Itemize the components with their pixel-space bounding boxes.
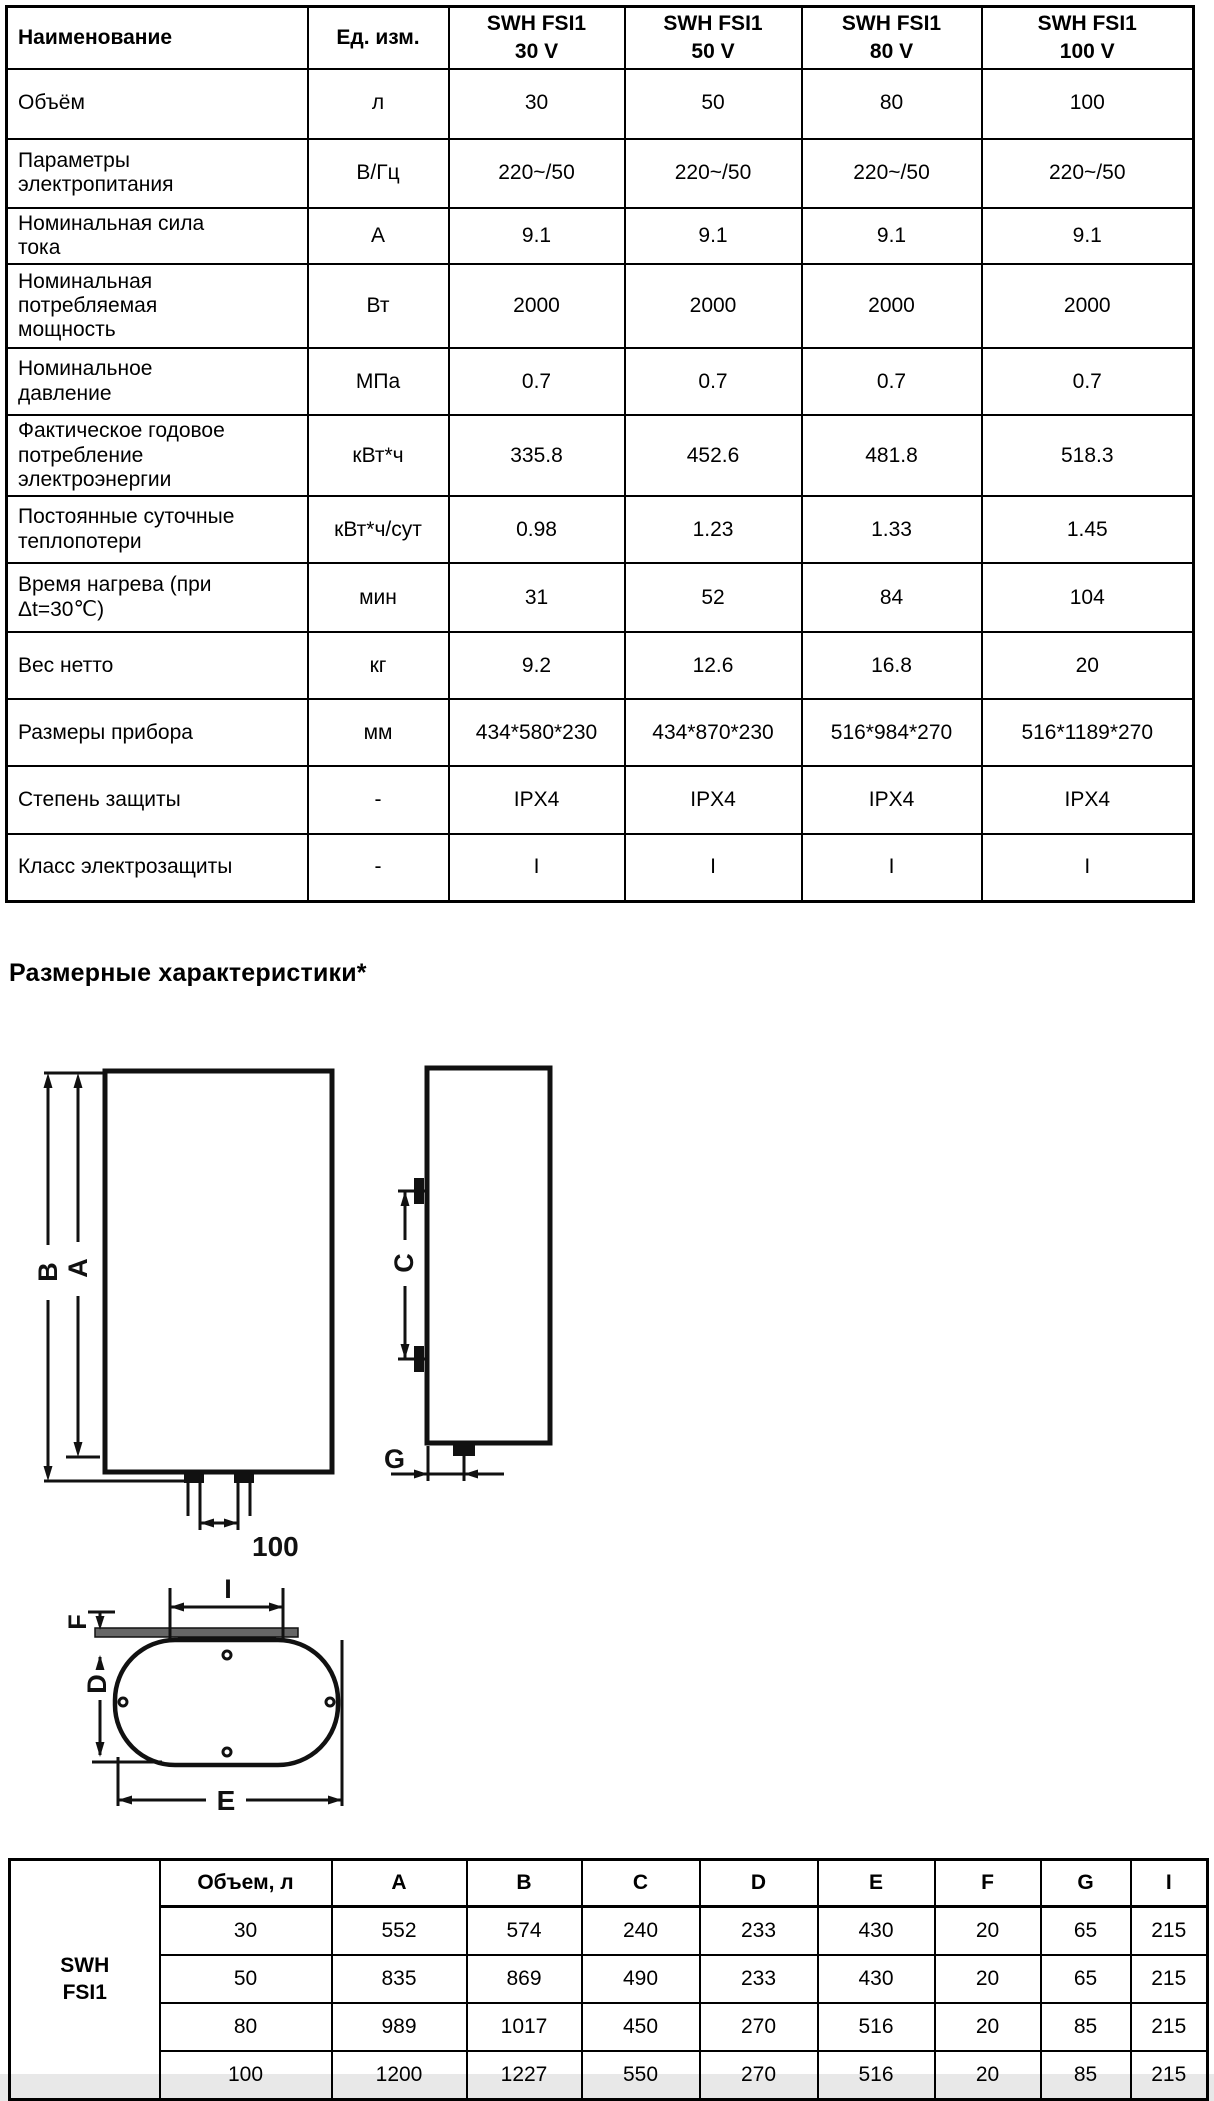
value-cell: 835: [332, 1955, 467, 2003]
group-label-line2: FSI1: [62, 1980, 107, 2004]
value-cell: 270: [700, 2003, 818, 2051]
value-cell: 0.98: [449, 496, 625, 563]
value-cell: 215: [1131, 1907, 1208, 1956]
section-heading: Размерные характеристики*: [9, 959, 367, 987]
spec-row-dimensions: [7, 699, 1194, 766]
spec-header-model-80v: [802, 7, 982, 69]
volume-cell: 50: [160, 1955, 332, 2003]
value-cell: 233: [700, 1907, 818, 1956]
value-cell: 335.8: [449, 415, 625, 496]
value-cell: 2000: [802, 264, 982, 348]
value-cell: 84: [802, 563, 982, 632]
value-cell: 9.1: [449, 208, 625, 265]
value-cell: 30: [449, 69, 625, 139]
dim-header-B: B: [467, 1860, 582, 1907]
value-cell: 20: [935, 1907, 1041, 1956]
dim-header-F: F: [935, 1860, 1041, 1907]
bottom-view: [88, 1588, 342, 1806]
side-view: [391, 1068, 550, 1481]
unit-cell: л: [308, 69, 449, 139]
unit-cell: -: [308, 834, 449, 901]
model-name: SWH FSI1: [486, 12, 587, 36]
value-cell: 0.7: [802, 348, 982, 415]
dim-header-G: G: [1041, 1860, 1131, 1907]
value-cell: IPX4: [449, 766, 625, 834]
unit-cell: В/Гц: [308, 139, 449, 208]
volume-cell: 100: [160, 2051, 332, 2100]
value-cell: 0.7: [449, 348, 625, 415]
spec-header-row: [7, 7, 1194, 69]
dim-label-G: G: [384, 1444, 406, 1474]
value-cell: 9.1: [802, 208, 982, 265]
row-label: Размеры прибора: [7, 699, 308, 766]
value-cell: 215: [1131, 2003, 1208, 2051]
spec-header-unit: Ед. изм.: [308, 7, 449, 69]
spec-header-name: Наименование: [7, 7, 308, 69]
row-label: Вес нетто: [7, 632, 308, 699]
spec-row-rated-power: [7, 264, 1194, 348]
dim-row-80: [10, 2003, 1208, 2051]
spec-table: [5, 5, 1195, 903]
value-cell: 20: [982, 632, 1194, 699]
dim-header-D: D: [700, 1860, 818, 1907]
value-cell: 516*1189*270: [982, 699, 1194, 766]
value-cell: 2000: [982, 264, 1194, 348]
value-cell: IPX4: [982, 766, 1194, 834]
dim-row-50: [10, 1955, 1208, 2003]
value-cell: 1017: [467, 2003, 582, 2051]
value-cell: 516*984*270: [802, 699, 982, 766]
row-label: Параметры электропитания: [7, 139, 308, 208]
value-cell: 31: [449, 563, 625, 632]
dimension-table: [8, 1858, 1209, 2101]
value-cell: 481.8: [802, 415, 982, 496]
row-label: Время нагрева (при Δt=30℃): [7, 563, 308, 632]
unit-cell: А: [308, 208, 449, 265]
dim-header-row: [10, 1860, 1208, 1907]
value-cell: 1227: [467, 2051, 582, 2100]
value-cell: 516: [818, 2051, 935, 2100]
value-cell: 518.3: [982, 415, 1194, 496]
dim-header-A: A: [332, 1860, 467, 1907]
spec-row-protection-class: [7, 834, 1194, 901]
dim-label-E: E: [216, 1785, 236, 1816]
volume-cell: 30: [160, 1907, 332, 1956]
spec-row-current: [7, 208, 1194, 265]
dim-label-C: C: [389, 1253, 419, 1273]
value-cell: IPX4: [625, 766, 802, 834]
value-cell: I: [625, 834, 802, 901]
dim-row-30: [10, 1907, 1208, 1956]
spec-row-pressure: [7, 348, 1194, 415]
value-cell: 65: [1041, 1955, 1131, 2003]
value-cell: 9.1: [982, 208, 1194, 265]
value-cell: 270: [700, 2051, 818, 2100]
value-cell: 52: [625, 563, 802, 632]
value-cell: 430: [818, 1955, 935, 2003]
unit-cell: кВт*ч: [308, 415, 449, 496]
row-label: Фактическое годовое потребление электроэнергии: [7, 415, 308, 496]
value-cell: 434*580*230: [449, 699, 625, 766]
spec-row-heating-time: [7, 563, 1194, 632]
value-cell: 85: [1041, 2051, 1131, 2100]
dim-header-volume: Объем, л: [160, 1860, 332, 1907]
dim-group-cell: [10, 1860, 160, 2100]
value-cell: 104: [982, 563, 1194, 632]
value-cell: 215: [1131, 1955, 1208, 2003]
volume-cell: 80: [160, 2003, 332, 2051]
unit-cell: кВт*ч/сут: [308, 496, 449, 563]
row-label: Постоянные суточные теплопотери: [7, 496, 308, 563]
row-label: Номинальное давление: [7, 348, 308, 415]
unit-cell: мин: [308, 563, 449, 632]
value-cell: 240: [582, 1907, 700, 1956]
model-variant: 50 V: [691, 39, 735, 63]
spec-header-model-100v: [982, 7, 1194, 69]
value-cell: 1.45: [982, 496, 1194, 563]
model-name: SWH FSI1: [663, 12, 763, 36]
value-cell: 490: [582, 1955, 700, 2003]
value-cell: 0.7: [982, 348, 1194, 415]
value-cell: 574: [467, 1907, 582, 1956]
unit-cell: МПа: [308, 348, 449, 415]
value-cell: 516: [818, 2003, 935, 2051]
value-cell: 550: [582, 2051, 700, 2100]
row-label: Класс электрозащиты: [7, 834, 308, 901]
unit-cell: кг: [308, 632, 449, 699]
value-cell: 20: [935, 2051, 1041, 2100]
value-cell: 1200: [332, 2051, 467, 2100]
dim-label-D: D: [82, 1674, 112, 1694]
model-variant: 30 V: [514, 39, 559, 63]
row-label: Степень защиты: [7, 766, 308, 834]
spec-row-net-weight: [7, 632, 1194, 699]
value-cell: 0.7: [625, 348, 802, 415]
unit-cell: -: [308, 766, 449, 834]
value-cell: 220~/50: [802, 139, 982, 208]
value-cell: I: [802, 834, 982, 901]
dim-header-I: I: [1131, 1860, 1208, 1907]
value-cell: 233: [700, 1955, 818, 2003]
value-cell: 100: [982, 69, 1194, 139]
value-cell: 2000: [449, 264, 625, 348]
value-cell: 434*870*230: [625, 699, 802, 766]
front-view: [44, 1071, 333, 1530]
dim-header-C: C: [582, 1860, 700, 1907]
value-cell: 220~/50: [982, 139, 1194, 208]
spec-header-model-30v: [449, 7, 625, 69]
dim-label-B: B: [33, 1262, 63, 1282]
value-cell: 869: [467, 1955, 582, 2003]
model-name: SWH FSI1: [1037, 12, 1137, 36]
unit-cell: мм: [308, 699, 449, 766]
value-cell: 80: [802, 69, 982, 139]
value-cell: 12.6: [625, 632, 802, 699]
dim-label-F: F: [64, 1614, 92, 1630]
row-label: Объём: [7, 69, 308, 139]
value-cell: 552: [332, 1907, 467, 1956]
spec-header-model-50v: [625, 7, 802, 69]
row-label: Номинальная сила тока: [7, 208, 308, 265]
model-variant: 80 V: [869, 39, 914, 63]
group-label-line1: SWH: [60, 1954, 110, 1978]
dim-row-100: [10, 2051, 1208, 2100]
value-cell: 450: [582, 2003, 700, 2051]
spec-row-power-params: [7, 139, 1194, 208]
value-cell: 430: [818, 1907, 935, 1956]
value-cell: 65: [1041, 1907, 1131, 1956]
value-cell: 50: [625, 69, 802, 139]
spec-row-volume: [7, 69, 1194, 139]
value-cell: 16.8: [802, 632, 982, 699]
value-cell: 20: [935, 1955, 1041, 2003]
spec-row-annual-consumption: [7, 415, 1194, 496]
value-cell: 2000: [625, 264, 802, 348]
dimensions-diagram: [0, 1000, 620, 1880]
value-cell: 1.33: [802, 496, 982, 563]
value-cell: 220~/50: [625, 139, 802, 208]
dim-header-E: E: [818, 1860, 935, 1907]
value-cell: 215: [1131, 2051, 1208, 2100]
model-name: SWH FSI1: [841, 12, 942, 36]
value-cell: I: [449, 834, 625, 901]
model-variant: 100 V: [1059, 39, 1115, 63]
dim-label-A: A: [63, 1258, 93, 1278]
value-cell: 1.23: [625, 496, 802, 563]
value-cell: 20: [935, 2003, 1041, 2051]
value-cell: 989: [332, 2003, 467, 2051]
unit-cell: Вт: [308, 264, 449, 348]
spec-row-ip-rating: [7, 766, 1194, 834]
value-cell: 85: [1041, 2003, 1131, 2051]
value-cell: I: [982, 834, 1194, 901]
value-cell: 220~/50: [449, 139, 625, 208]
dim-label-I: I: [224, 1574, 232, 1604]
spec-row-heat-loss: [7, 496, 1194, 563]
value-cell: 452.6: [625, 415, 802, 496]
value-cell: 9.1: [625, 208, 802, 265]
value-cell: IPX4: [802, 766, 982, 834]
row-label: Номинальная потребляемая мощность: [7, 264, 308, 348]
dim-label-100: 100: [252, 1531, 299, 1562]
value-cell: 9.2: [449, 632, 625, 699]
